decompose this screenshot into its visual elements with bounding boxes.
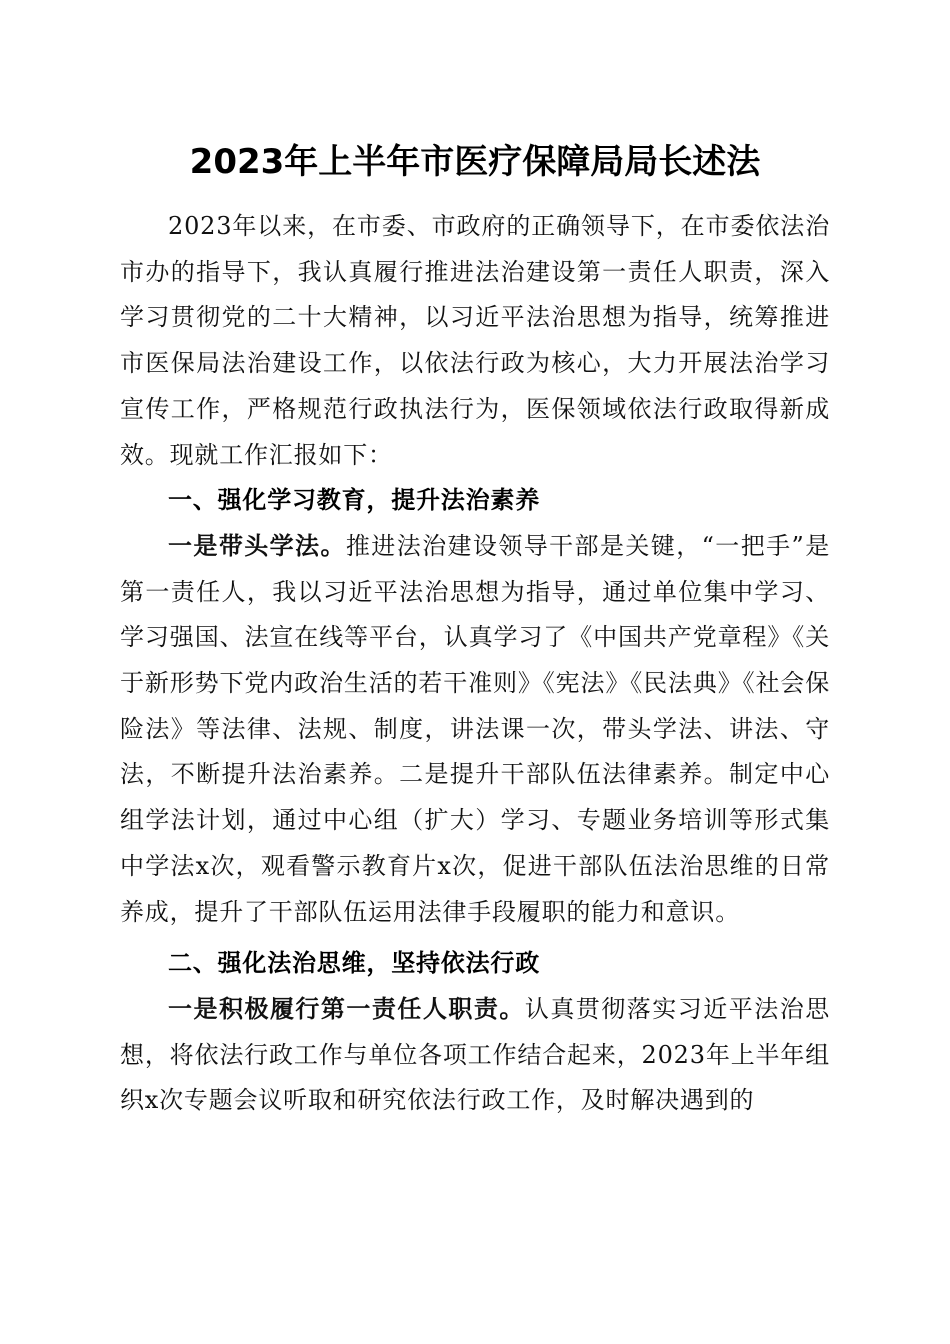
section-2-lead: 一是积极履行第一责任人职责。 [168,994,525,1023]
document-body [120,204,830,1124]
intro-paragraph: 2023年以来，在市委、市政府的正确领导下，在市委依法治市办的指导下，我认真履行推进法治建设第一责任人职责，深入学习贯彻党的二十大精神，以习近平法治思想为指导，统筹推进市医保局法治建设工作，以依法行政为核心，大力开展法治学习宣传工作，严格规范行政执法行为，医保领域依法行政取得新成效。现就工作汇报如下： [120,212,830,469]
section-heading-1: 一、强化学习教育，提升法治素养 [168,486,540,515]
section-1-paragraph [120,524,830,935]
section-1-text: 推进法治建设领导干部是关键，“一把手”是第一责任人，我以习近平法治思想为指导，通过单位集中学习、学习强国、法宣在线等平台，认真学习了《中国共产党章程》《关于新形势下党内政治生活的若干准则》《宪法》《民法典》《社会保险法》等法律、法规、制度，讲法课一次，带头学法、讲法、守法，不断提升法治素养。二是提升干部队伍法律素养。制定中心组学法计划，通过中心组（扩大）学习、专题业务培训等形式集中学法x次，观看警示教育片x次，促进干部队伍法治思维的日常养成，提升了干部队伍运用法律手段履职的能力和意识。 [120,531,830,926]
section-heading-2: 二、强化法治思维，坚持依法行政 [168,949,540,978]
section-2-paragraph [120,987,830,1124]
section-1-lead: 一是带头学法。 [168,531,346,560]
section-2-text: 认真贯彻落实习近平法治思想，将依法行政工作与单位各项工作结合起来，2023年上半年组织x次专题会议听取和研究依法行政工作，及时解决遇到的 [120,994,830,1115]
document-title: 2023年上半年市医疗保障局局长述法 [189,142,761,182]
